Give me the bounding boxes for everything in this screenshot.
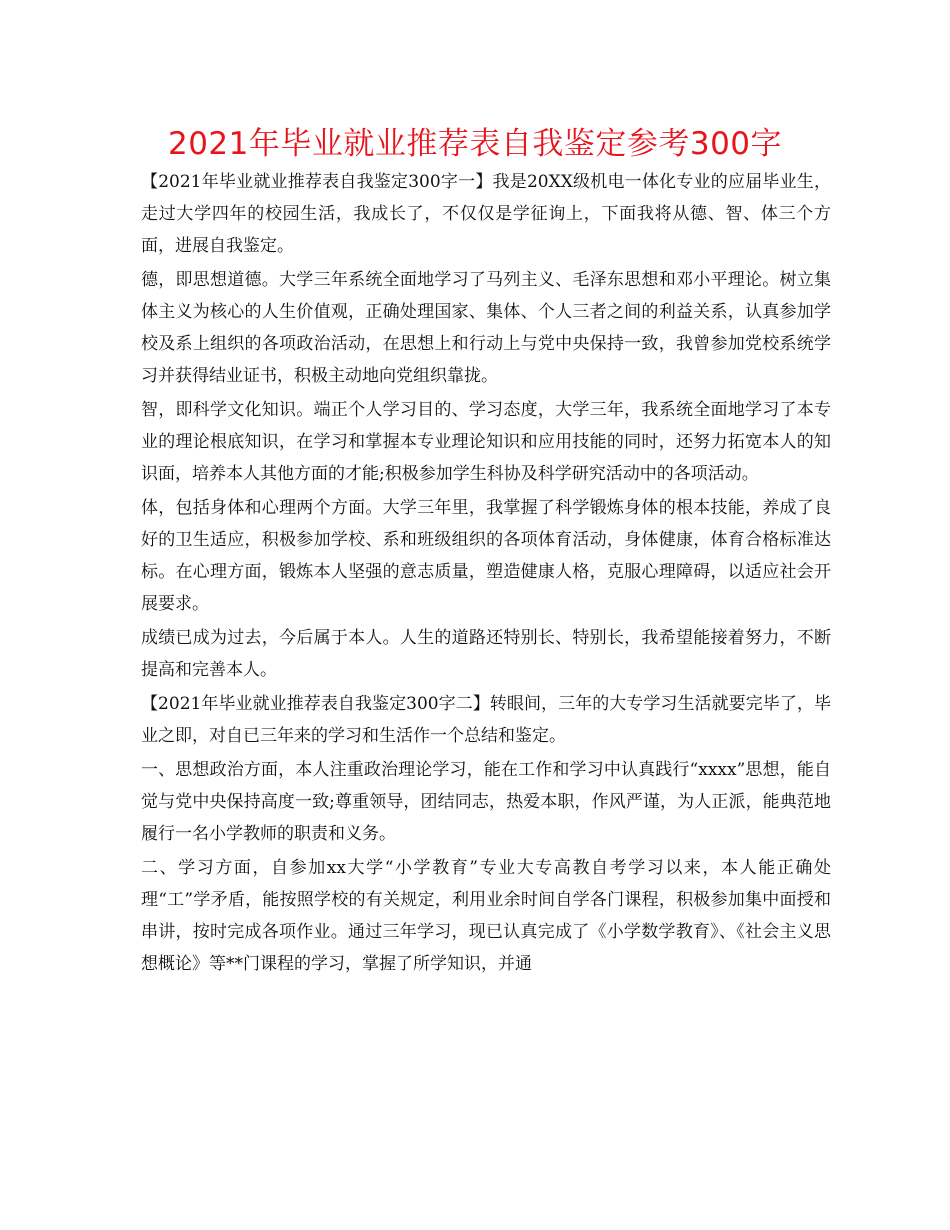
paragraph-intro-two: 【2021年毕业就业推荐表自我鉴定300字二】转眼间，三年的大专学习生活就要完毕了，毕业之即，对自已三年来的学习和生活作一个总结和鉴定。	[141, 694, 831, 746]
paragraph-intro-one: 【2021年毕业就业推荐表自我鉴定300字一】我是20XX级机电一体化专业的应届毕业生，走过大学四年的校园生活，我成长了，不仅仅是学征询上，下面我将从德、智、体三个方面，进展自我鉴定。	[141, 172, 831, 256]
paragraph-morality: 德，即思想道德。大学三年系统全面地学习了马列主义、毛泽东思想和邓小平理论。树立集体主义为核心的人生价值观，正确处理国家、集体、个人三者之间的利益关系，认真参加学校及系上组织的各项政治活动，在思想上和行动上与党中央保持一致，我曾参加党校系统学习并获得结业证书，积极主动地向党组织靠拢。	[141, 270, 831, 386]
paragraph-political: 一、思想政治方面，本人注重政治理论学习，能在工作和学习中认真践行“xxxx”思想，能自觉与党中央保持高度一致;尊重领导，团结同志，热爱本职，作风严谨，为人正派，能典范地履行一名小学教师的职责和义务。	[141, 760, 831, 844]
document-title: 2021年毕业就业推荐表自我鉴定参考300字	[167, 126, 783, 162]
paragraph-study: 二、学习方面，自参加xx大学“小学教育”专业大专高教自考学习以来，本人能正确处理“工”学矛盾，能按照学校的有关规定，利用业余时间自学各门课程，积极参加集中面授和串讲，按时完成各项作业。通过三年学习，现已认真完成了《小学数学教育》、《社会主义思想概论》等**门课程的学习，掌握了所学知识，并通	[141, 858, 831, 974]
paragraph-conclusion-one: 成绩已成为过去，今后属于本人。人生的道路还特别长、特别长，我希望能接着努力，不断提高和完善本人。	[141, 628, 831, 680]
paragraph-physical: 体，包括身体和心理两个方面。大学三年里，我掌握了科学锻炼身体的根本技能，养成了良好的卫生适应，积极参加学校、系和班级组织的各项体育活动，身体健康，体育合格标准达标。在心理方面，锻炼本人坚强的意志质量，塑造健康人格，克服心理障碍，以适应社会开展要求。	[141, 498, 831, 614]
document-body	[141, 166, 831, 982]
paragraph-intellect: 智，即科学文化知识。端正个人学习目的、学习态度，大学三年，我系统全面地学习了本专业的理论根底知识，在学习和掌握本专业理论知识和应用技能的同时，还努力拓宽本人的知识面，培养本人其他方面的才能;积极参加学生科协及科学研究活动中的各项活动。	[141, 400, 831, 484]
